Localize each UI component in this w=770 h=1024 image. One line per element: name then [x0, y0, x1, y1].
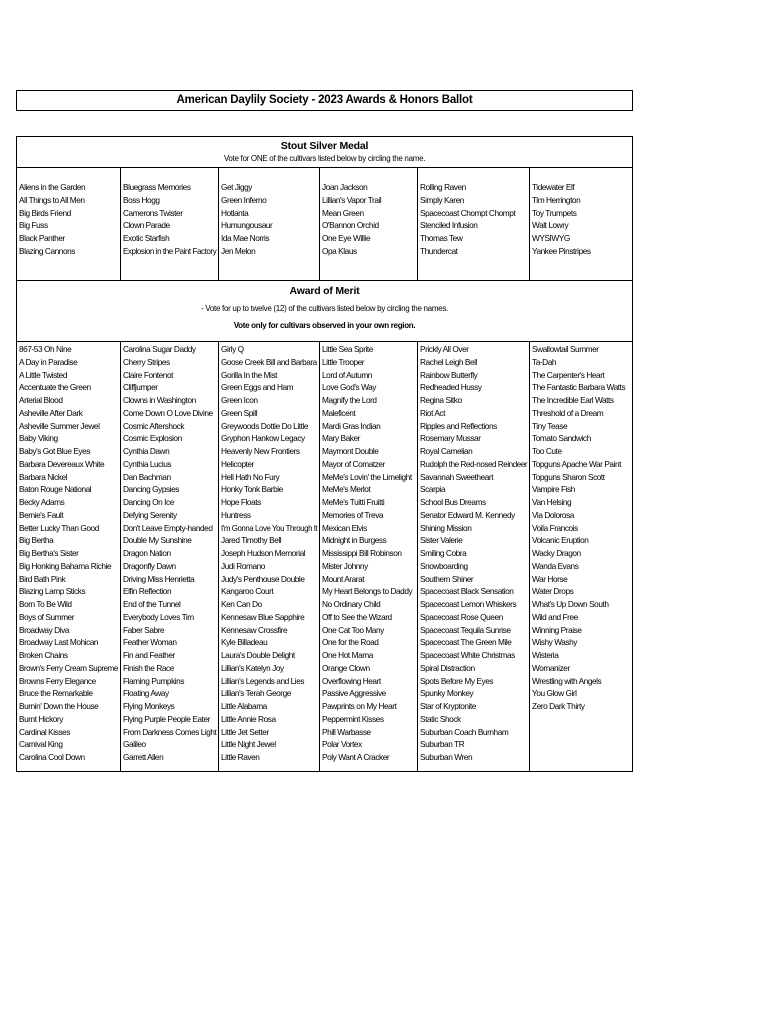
- cultivar-name[interactable]: Static Shock: [420, 713, 461, 724]
- cultivar-name[interactable]: Flaming Pumpkins: [123, 675, 185, 686]
- cultivar-name[interactable]: Spunky Monkey: [420, 688, 474, 699]
- cultivar-name[interactable]: Lillian's Terah George: [221, 688, 291, 699]
- section-header: [17, 281, 632, 341]
- cultivar-name[interactable]: Magnify the Lord: [322, 395, 377, 405]
- cultivar-name[interactable]: Redheaded Hussy: [420, 382, 482, 393]
- cultivar-name[interactable]: Flying Monkeys: [123, 701, 175, 711]
- cultivar-name[interactable]: Voila Francois: [532, 522, 578, 533]
- cultivar-name[interactable]: Overflowing Heart: [322, 675, 381, 686]
- cultivar-name[interactable]: Little Night Jewel: [221, 739, 276, 750]
- cultivar-name[interactable]: Rosemary Mussar: [420, 433, 481, 444]
- cultivar-name[interactable]: Suburban TR: [420, 739, 465, 750]
- cultivar-name[interactable]: Green Eggs and Ham: [221, 382, 294, 393]
- cultivar-name[interactable]: Clown Parade: [123, 220, 170, 231]
- cultivar-name[interactable]: Helicopter: [221, 458, 254, 469]
- cultivar-name[interactable]: Rolling Raven: [420, 182, 466, 192]
- cultivar-name[interactable]: Southern Shiner: [420, 573, 474, 584]
- cultivar-name[interactable]: I'm Gonna Love You Through It: [221, 522, 318, 533]
- cultivar-name[interactable]: Prickly All Over: [420, 344, 469, 354]
- cultivar-name[interactable]: Pawprints on My Heart: [322, 701, 397, 711]
- cultivar-name[interactable]: Winning Praise: [532, 624, 582, 635]
- cultivar-name[interactable]: Baton Rouge National: [19, 484, 92, 495]
- cultivar-name[interactable]: Broadway Last Mohican: [19, 637, 99, 648]
- cultivar-column: [529, 342, 632, 771]
- cultivar-name[interactable]: Maleficent: [322, 407, 356, 418]
- cultivar-name[interactable]: Ida Mae Norris: [221, 233, 270, 243]
- cultivar-name[interactable]: Mister Johnny: [322, 560, 368, 571]
- cultivar-name[interactable]: Bluegrass Memories: [123, 182, 191, 192]
- cultivar-name[interactable]: Don't Leave Empty-handed: [123, 522, 213, 533]
- cultivar-grid: [17, 167, 632, 280]
- cultivar-name[interactable]: Royal Camelian: [420, 446, 473, 456]
- cultivar-name[interactable]: Scarpia: [420, 484, 445, 495]
- cultivar-name[interactable]: Rachel Leigh Bell: [420, 356, 477, 367]
- cultivar-name[interactable]: MeMe's Tuitti Fruitti: [322, 497, 385, 507]
- cultivar-name[interactable]: Green Inferno: [221, 194, 267, 205]
- cultivar-name[interactable]: Mayor of Cornatzer: [322, 458, 385, 469]
- stout-silver-medal-section: [16, 136, 633, 281]
- cultivar-name[interactable]: Mardi Gras Indian: [322, 420, 381, 431]
- cultivar-name[interactable]: Love God's Way: [322, 382, 377, 393]
- cultivar-column: [319, 342, 417, 771]
- cultivar-name[interactable]: Threshold of a Dream: [532, 407, 604, 418]
- cultivar-name[interactable]: Bernie's Fault: [19, 509, 64, 520]
- cultivar-name[interactable]: Vampire Fish: [532, 484, 575, 495]
- cultivar-name[interactable]: Wacky Dragon: [532, 548, 581, 558]
- cultivar-name[interactable]: Kangaroo Court: [221, 586, 274, 597]
- cultivar-name[interactable]: Spacecoast Tequila Sunrise: [420, 624, 511, 635]
- cultivar-name[interactable]: Simply Karen: [420, 194, 464, 205]
- cultivar-name[interactable]: Joan Jackson: [322, 182, 368, 192]
- cultivar-name[interactable]: Garrett Allen: [123, 752, 164, 762]
- cultivar-name[interactable]: Rudolph the Red-nosed Reindeer: [420, 458, 528, 469]
- cultivar-name[interactable]: Becky Adams: [19, 497, 65, 507]
- cultivar-name[interactable]: Big Bertha: [19, 535, 54, 546]
- cultivar-name[interactable]: Floating Away: [123, 688, 169, 699]
- cultivar-name[interactable]: Burnt Hickory: [19, 713, 63, 724]
- cultivar-name[interactable]: Explosion in the Paint Factory: [123, 245, 217, 256]
- cultivar-name[interactable]: Tomato Sandwich: [532, 433, 591, 444]
- cultivar-name[interactable]: Topguns Sharon Scott: [532, 471, 605, 482]
- cultivar-name[interactable]: Thundercat: [420, 245, 458, 256]
- cultivar-name[interactable]: Cherry Stripes: [123, 356, 170, 367]
- cultivar-column: [417, 342, 529, 771]
- cultivar-name[interactable]: Big Honking Bahama Richie: [19, 560, 112, 571]
- cultivar-name[interactable]: Big Fuss: [19, 220, 48, 231]
- section-title: Stout Silver Medal: [280, 140, 369, 152]
- cultivar-name[interactable]: Defying Serenity: [123, 509, 177, 520]
- cultivar-name[interactable]: Asheville Summer Jewel: [19, 420, 100, 431]
- cultivar-name[interactable]: Spacecoast Black Sensation: [420, 586, 514, 597]
- cultivar-name[interactable]: Claire Fontenot: [123, 369, 173, 380]
- cultivar-name[interactable]: Cynthia Dawn: [123, 446, 170, 456]
- cultivar-name[interactable]: Star of Kryptonite: [420, 701, 477, 711]
- cultivar-name[interactable]: Off to See the Wizard: [322, 611, 392, 622]
- cultivar-name[interactable]: Clowns in Washington: [123, 395, 196, 405]
- cultivar-name[interactable]: Maymont Double: [322, 446, 379, 456]
- cultivar-name[interactable]: Mount Ararat: [322, 573, 365, 584]
- cultivar-name[interactable]: Green Spill: [221, 407, 258, 418]
- cultivar-name[interactable]: One for the Road: [322, 637, 379, 648]
- cultivar-column: [218, 168, 319, 280]
- cultivar-name[interactable]: Mean Green: [322, 207, 364, 218]
- cultivar-name[interactable]: Laura's Double Delight: [221, 650, 295, 660]
- cultivar-name[interactable]: Little Annie Rosa: [221, 713, 276, 724]
- cultivar-name[interactable]: Aliens in the Garden: [19, 182, 86, 192]
- cultivar-name[interactable]: O'Bannon Orchid: [322, 220, 379, 231]
- cultivar-name[interactable]: Accentuate the Green: [19, 382, 91, 393]
- cultivar-name[interactable]: Goose Creek Bill and Barbara: [221, 356, 317, 367]
- cultivar-name[interactable]: One Eye Willie: [322, 233, 371, 243]
- cultivar-name[interactable]: Greywoods Dottie Do Little: [221, 420, 308, 431]
- cultivar-name[interactable]: School Bus Dreams: [420, 497, 486, 507]
- cultivar-name[interactable]: Walt Lowry: [532, 220, 569, 231]
- cultivar-name[interactable]: Midnight in Burgess: [322, 535, 387, 546]
- section-instructions: Vote for ONE of the cultivars listed below by circling the name.: [223, 154, 426, 163]
- cultivar-name[interactable]: Orange Clown: [322, 662, 370, 673]
- cultivar-name[interactable]: Better Lucky Than Good: [19, 522, 99, 533]
- cultivar-name[interactable]: Big Bertha's Sister: [19, 548, 79, 558]
- cultivar-name[interactable]: Feather Woman: [123, 637, 177, 648]
- cultivar-name[interactable]: End of the Tunnel: [123, 599, 181, 609]
- cultivar-name[interactable]: Jen Melon: [221, 245, 256, 256]
- section-title: Award of Merit: [289, 285, 360, 297]
- cultivar-name[interactable]: Sister Valerie: [420, 535, 463, 546]
- cultivar-name[interactable]: Fin and Feather: [123, 650, 175, 660]
- cultivar-name[interactable]: Judy's Penthouse Double: [221, 573, 305, 584]
- cultivar-name[interactable]: One Cat Too Many: [322, 624, 384, 635]
- cultivar-name[interactable]: Van Helsing: [532, 497, 572, 507]
- cultivar-name[interactable]: Humungousaur: [221, 220, 273, 231]
- cultivar-name[interactable]: Wild and Free: [532, 611, 578, 622]
- cultivar-name[interactable]: Savannah Sweetheart: [420, 471, 494, 482]
- cultivar-name[interactable]: Bruce the Remarkable: [19, 688, 93, 699]
- cultivar-name[interactable]: Little Sea Sprite: [322, 344, 373, 354]
- cultivar-name[interactable]: WYSIWYG: [532, 233, 570, 243]
- cultivar-name[interactable]: 867-53 Oh Nine: [19, 344, 72, 354]
- cultivar-name[interactable]: Via Dolorosa: [532, 509, 574, 520]
- cultivar-name[interactable]: Hope Floats: [221, 497, 261, 507]
- cultivar-name[interactable]: Stenciled Infusion: [420, 220, 478, 231]
- ballot-form: [16, 90, 633, 772]
- cultivar-name[interactable]: Gryphon Hankow Legacy: [221, 433, 305, 444]
- cultivar-name[interactable]: Spots Before My Eyes: [420, 675, 494, 686]
- cultivar-column: [417, 168, 529, 280]
- cultivar-name[interactable]: What's Up Down South: [532, 599, 609, 609]
- cultivar-name[interactable]: My Heart Belongs to Daddy: [322, 586, 413, 597]
- cultivar-name[interactable]: Mississippi Bill Robinson: [322, 548, 402, 558]
- cultivar-name[interactable]: Tim Herrington: [532, 194, 581, 205]
- cultivar-name[interactable]: Spacecoast Rose Queen: [420, 611, 503, 622]
- cultivar-name[interactable]: Broadway Diva: [19, 624, 69, 635]
- section-instructions-region: Vote only for cultivars observed in your own region.: [233, 321, 416, 330]
- cultivar-column: [120, 168, 218, 280]
- cultivar-name[interactable]: Tiny Tease: [532, 420, 568, 431]
- cultivar-name[interactable]: Passive Aggressive: [322, 688, 386, 699]
- cultivar-name[interactable]: Poly Want A Cracker: [322, 752, 390, 762]
- cultivar-name[interactable]: Ken Can Do: [221, 599, 262, 609]
- cultivar-name[interactable]: Burnin' Down the House: [19, 701, 99, 711]
- cultivar-name[interactable]: Hotlanta: [221, 207, 249, 218]
- cultivar-name[interactable]: Volcanic Eruption: [532, 535, 589, 546]
- cultivar-name[interactable]: Ta-Dah: [532, 356, 557, 367]
- cultivar-column: [319, 168, 417, 280]
- cultivar-name[interactable]: Boss Hogg: [123, 194, 160, 205]
- cultivar-column: [17, 168, 120, 280]
- cultivar-name[interactable]: Topguns Apache War Paint: [532, 458, 621, 469]
- cultivar-name[interactable]: Smiling Cobra: [420, 548, 467, 558]
- cultivar-name[interactable]: No Ordinary Child: [322, 599, 381, 609]
- cultivar-name[interactable]: Carolina Sugar Daddy: [123, 344, 196, 354]
- cultivar-name[interactable]: Wisteria: [532, 650, 559, 660]
- cultivar-name[interactable]: Tidewater Elf: [532, 182, 575, 192]
- cultivar-grid: [17, 341, 632, 771]
- cultivar-name[interactable]: Water Drops: [532, 586, 574, 597]
- cultivar-name[interactable]: Hell Hath No Fury: [221, 471, 280, 482]
- cultivar-name[interactable]: Spacecoast Chompt Chompt: [420, 207, 516, 218]
- cultivar-name[interactable]: Cynthia Lucius: [123, 458, 172, 469]
- cultivar-name[interactable]: Dancing Gypsies: [123, 484, 179, 495]
- cultivar-name[interactable]: Spacecoast Lemon Whiskers: [420, 599, 517, 609]
- cultivar-name[interactable]: Browns Ferry Elegance: [19, 675, 96, 686]
- cultivar-name[interactable]: Brown's Ferry Cream Supreme: [19, 662, 118, 673]
- cultivar-name[interactable]: Little Raven: [221, 752, 260, 762]
- cultivar-name[interactable]: Polar Vortex: [322, 739, 362, 750]
- cultivar-name[interactable]: Barbara Nickel: [19, 471, 68, 482]
- section-header: [17, 137, 632, 167]
- cultivar-name[interactable]: Memories of Treva: [322, 509, 384, 520]
- cultivar-name[interactable]: Cliffjumper: [123, 382, 158, 393]
- cultivar-name[interactable]: Little Trooper: [322, 356, 365, 367]
- cultivar-name[interactable]: Wanda Evans: [532, 560, 579, 571]
- cultivar-name[interactable]: Little Jet Setter: [221, 726, 269, 737]
- cultivar-name[interactable]: Asheville After Dark: [19, 407, 83, 418]
- cultivar-name[interactable]: Blazing Cannons: [19, 245, 75, 256]
- cultivar-name[interactable]: You Glow Girl: [532, 688, 577, 699]
- cultivar-name[interactable]: Girly Q: [221, 344, 244, 354]
- cultivar-name[interactable]: Senator Edward M. Kennedy: [420, 509, 515, 520]
- cultivar-name[interactable]: Green Icon: [221, 395, 258, 405]
- cultivar-name[interactable]: Thomas Tew: [420, 233, 463, 243]
- cultivar-name[interactable]: One Hot Mama: [322, 650, 373, 660]
- cultivar-name[interactable]: Phill Warbasse: [322, 726, 371, 737]
- cultivar-column: [17, 342, 120, 771]
- cultivar-name[interactable]: Carolina Cool Down: [19, 752, 85, 762]
- cultivar-name[interactable]: A Day in Paradise: [19, 356, 78, 367]
- cultivar-name[interactable]: Lillian's Vapor Trail: [322, 194, 382, 205]
- cultivar-column: [120, 342, 218, 771]
- cultivar-name[interactable]: Dancing On Ice: [123, 497, 174, 507]
- cultivar-name[interactable]: Camerons Twister: [123, 207, 183, 218]
- cultivar-name[interactable]: Barbara Devereaux White: [19, 458, 105, 469]
- cultivar-name[interactable]: Galileo: [123, 739, 146, 750]
- cultivar-name[interactable]: Spacecoast White Christmas: [420, 650, 515, 660]
- cultivar-name[interactable]: Spacecoast The Green Mile: [420, 637, 512, 648]
- cultivar-name[interactable]: Shining Mission: [420, 522, 472, 533]
- cultivar-name[interactable]: Big Birds Friend: [19, 207, 71, 218]
- cultivar-name[interactable]: Exotic Starfish: [123, 233, 170, 243]
- cultivar-name[interactable]: Lord of Autumn: [322, 369, 372, 380]
- cultivar-name[interactable]: Driving Miss Henrietta: [123, 573, 195, 584]
- cultivar-name[interactable]: Cosmic Aftershock: [123, 420, 185, 431]
- cultivar-name[interactable]: Dan Bachman: [123, 471, 171, 482]
- cultivar-name[interactable]: Little Alabama: [221, 701, 267, 711]
- cultivar-name[interactable]: Double My Sunshine: [123, 535, 192, 546]
- cultivar-name[interactable]: The Fantastic Barbara Watts: [532, 382, 626, 393]
- cultivar-name[interactable]: Wishy Washy: [532, 637, 577, 648]
- cultivar-name[interactable]: Rainbow Butterfly: [420, 369, 478, 380]
- cultivar-name[interactable]: Faber Sabre: [123, 624, 165, 635]
- cultivar-name[interactable]: Judi Romano: [221, 560, 265, 571]
- cultivar-name[interactable]: Joseph Hudson Memorial: [221, 548, 306, 558]
- cultivar-name[interactable]: Dragon Nation: [123, 548, 171, 558]
- cultivar-name[interactable]: Peppermint Kisses: [322, 713, 384, 724]
- cultivar-name[interactable]: Swallowtail Summer: [532, 344, 599, 354]
- cultivar-name[interactable]: MeMe's Merlot: [322, 484, 371, 495]
- cultivar-name[interactable]: Black Panther: [19, 233, 65, 243]
- cultivar-name[interactable]: Heavenly New Frontiers: [221, 446, 300, 456]
- cultivar-name[interactable]: Jared Timothy Bell: [221, 535, 282, 546]
- cultivar-name[interactable]: The Incredible Earl Watts: [532, 395, 614, 405]
- cultivar-name[interactable]: Blazing Lamp Sticks: [19, 586, 86, 597]
- cultivar-name[interactable]: Mexican Elvis: [322, 522, 367, 533]
- cultivar-name[interactable]: Too Cute: [532, 446, 562, 456]
- cultivar-name[interactable]: Lillian's Katelyn Joy: [221, 662, 284, 673]
- cultivar-name[interactable]: The Carpenter's Heart: [532, 369, 605, 380]
- cultivar-name[interactable]: Born To Be Wild: [19, 599, 72, 609]
- cultivar-name[interactable]: Opa Klaus: [322, 245, 357, 256]
- cultivar-name[interactable]: Dragonfly Dawn: [123, 560, 176, 571]
- cultivar-name[interactable]: MeMe's Lovin' the Limelight: [322, 471, 412, 482]
- cultivar-name[interactable]: Mary Baker: [322, 433, 360, 444]
- cultivar-name[interactable]: Bird Bath Pink: [19, 573, 66, 584]
- cultivar-name[interactable]: Kyle Billadeau: [221, 637, 268, 648]
- cultivar-name[interactable]: Suburban Coach Burnham: [420, 726, 509, 737]
- cultivar-name[interactable]: Come Down O Love Divine: [123, 407, 213, 418]
- cultivar-name[interactable]: Regina Sitko: [420, 395, 462, 405]
- cultivar-name[interactable]: Kennesaw Blue Sapphire: [221, 611, 305, 622]
- cultivar-name[interactable]: Spiral Distraction: [420, 662, 475, 673]
- ballot-title: American Daylily Society - 2023 Awards & Honors Ballot: [16, 90, 633, 111]
- cultivar-name[interactable]: Cardinal Kisses: [19, 726, 70, 737]
- cultivar-name[interactable]: Broken Chains: [19, 650, 68, 660]
- cultivar-name[interactable]: Lillian's Legends and Lies: [221, 675, 305, 686]
- cultivar-name[interactable]: Get Jiggy: [221, 182, 252, 192]
- cultivar-name[interactable]: Elfin Reflection: [123, 586, 172, 597]
- cultivar-name[interactable]: Suburban Wren: [420, 752, 473, 762]
- section-instructions: - Vote for up to twelve (12) of the cultivars listed below by circling the names.: [201, 304, 448, 313]
- cultivar-name[interactable]: Flying Purple People Eater: [123, 713, 210, 724]
- cultivar-name[interactable]: All Things to All Men: [19, 194, 85, 205]
- cultivar-name[interactable]: Carnival King: [19, 739, 63, 750]
- cultivar-name[interactable]: Kennesaw Crossfire: [221, 624, 288, 635]
- cultivar-column: [529, 168, 632, 280]
- cultivar-name[interactable]: A Little Twisted: [19, 369, 67, 380]
- cultivar-name[interactable]: Wrestling with Angels: [532, 675, 602, 686]
- cultivar-name[interactable]: From Darkness Comes Light: [123, 726, 217, 737]
- cultivar-name[interactable]: Finish the Race: [123, 662, 174, 673]
- cultivar-column: [218, 342, 319, 771]
- cultivar-name[interactable]: Arterial Blood: [19, 395, 63, 405]
- cultivar-name[interactable]: Gorilla In the Mist: [221, 369, 278, 380]
- cultivar-name[interactable]: Everybody Loves Tim: [123, 611, 194, 622]
- cultivar-name[interactable]: Ripples and Reflections: [420, 420, 497, 431]
- cultivar-name[interactable]: Womanizer: [532, 662, 570, 673]
- cultivar-name[interactable]: Snowboarding: [420, 560, 468, 571]
- cultivar-name[interactable]: Zero Dark Thirty: [532, 701, 585, 711]
- cultivar-name[interactable]: War Horse: [532, 573, 568, 584]
- cultivar-name[interactable]: Honky Tonk Barbie: [221, 484, 283, 495]
- cultivar-name[interactable]: Riot Act: [420, 407, 445, 418]
- cultivar-name[interactable]: Huntress: [221, 509, 251, 520]
- cultivar-name[interactable]: Baby Viking: [19, 433, 58, 444]
- cultivar-name[interactable]: Baby's Got Blue Eyes: [19, 446, 90, 456]
- cultivar-name[interactable]: Yankee Pinstripes: [532, 245, 591, 256]
- award-of-merit-section: [16, 281, 633, 772]
- cultivar-name[interactable]: Cosmic Explosion: [123, 433, 182, 444]
- cultivar-name[interactable]: Boys of Summer: [19, 611, 75, 622]
- cultivar-name[interactable]: Toy Trumpets: [532, 207, 577, 218]
